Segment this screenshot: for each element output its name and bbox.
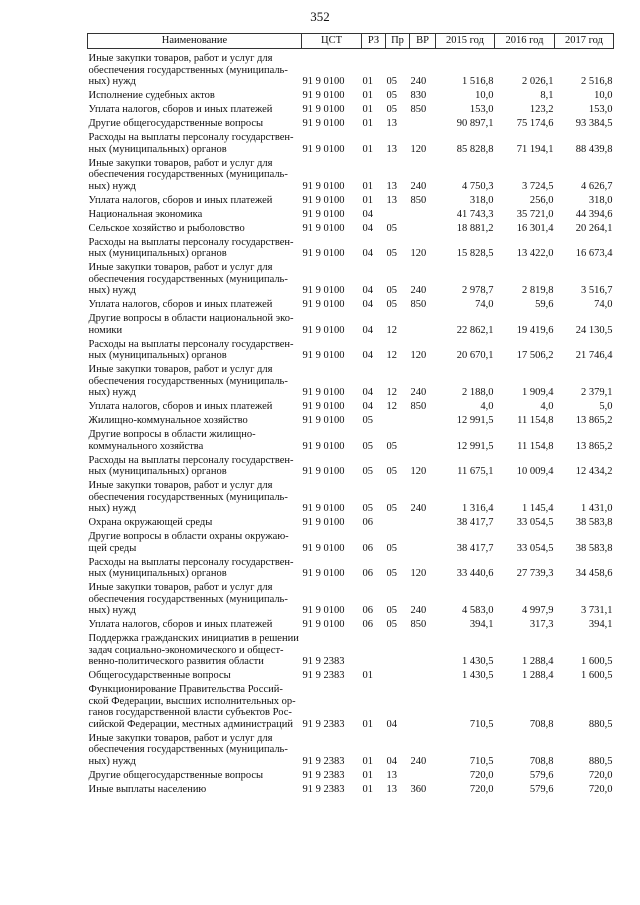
table-row [88, 401, 614, 415]
row-amount-2015: 1 316,4 [462, 503, 494, 514]
row-code: 91 9 0100 [302, 542, 345, 554]
row-vr: 240 [410, 605, 427, 616]
header-2015: 2015 год [436, 34, 495, 49]
table-body [88, 49, 614, 798]
row-vr [410, 684, 436, 733]
row-rz: 01 [362, 104, 373, 115]
row-rz: 01 [362, 118, 373, 129]
row-vr [410, 531, 436, 557]
table-row [88, 517, 614, 531]
row-code: 91 9 0100 [302, 299, 345, 310]
row-vr [410, 429, 436, 455]
row-amount-2017: 1 600,5 [581, 656, 613, 667]
table-row [88, 132, 614, 158]
row-rz: 01 [362, 769, 373, 781]
row-name: Иные закупки товаров, работ и услуг для обеспечения государственных (муниципаль- ных) нужд [88, 582, 288, 616]
row-amount-2016: 59,6 [535, 299, 554, 310]
header-2016: 2016 год [495, 34, 555, 49]
row-amount-2015: 153,0 [469, 104, 494, 115]
row-amount-2015: 41 743,3 [456, 208, 494, 220]
header-code: ЦСТ [302, 34, 362, 49]
row-amount-2015: 2 188,0 [462, 387, 494, 398]
row-rz: 04 [362, 387, 373, 398]
table-row [88, 619, 614, 633]
row-pr: 05 [386, 90, 397, 101]
row-name: Жилищно-коммунальное хозяйство [88, 415, 248, 426]
row-amount-2016: 4,0 [540, 401, 554, 412]
row-vr: 120 [410, 350, 427, 361]
row-amount-2015: 12 991,5 [456, 415, 494, 426]
row-pr: 13 [386, 194, 397, 206]
row-name: Охрана окружающей среды [88, 517, 213, 528]
row-amount-2015: 710,5 [469, 718, 494, 730]
table-row [88, 49, 614, 91]
row-vr: 850 [410, 194, 427, 206]
table-header [88, 34, 614, 49]
row-code: 91 9 2383 [302, 718, 345, 730]
row-amount-2017: 4 626,7 [581, 180, 613, 192]
table-row [88, 480, 614, 517]
row-amount-2017: 13 865,2 [575, 415, 613, 426]
table-row [88, 339, 614, 365]
row-vr: 120 [410, 466, 427, 477]
row-amount-2016: 10 009,4 [516, 466, 554, 477]
row-name: Расходы на выплаты персоналу государствен- ных (муниципальных) органов [88, 556, 294, 579]
row-code: 91 9 0100 [302, 517, 345, 528]
row-amount-2015: 15 828,5 [456, 248, 494, 259]
row-amount-2016: 317,3 [529, 619, 554, 630]
row-code: 91 9 0100 [302, 350, 345, 361]
row-code: 91 9 0100 [302, 248, 345, 259]
row-vr [410, 670, 436, 684]
table-row [88, 531, 614, 557]
row-amount-2016: 11 154,8 [517, 440, 554, 452]
row-amount-2017: 318,0 [588, 194, 613, 206]
row-rz: 06 [362, 605, 373, 616]
row-vr: 240 [410, 503, 427, 514]
row-code: 91 9 0100 [302, 76, 345, 87]
row-pr: 04 [386, 718, 397, 730]
row-vr [410, 223, 436, 237]
row-rz: 05 [362, 503, 373, 514]
row-rz: 04 [362, 324, 373, 336]
row-amount-2015: 38 417,7 [456, 542, 494, 554]
row-amount-2017: 394,1 [588, 619, 613, 630]
row-amount-2017: 880,5 [588, 755, 613, 767]
row-pr: 05 [386, 299, 397, 310]
row-amount-2015: 4,0 [480, 401, 494, 412]
row-amount-2017: 13 865,2 [575, 440, 613, 452]
row-rz: 01 [362, 180, 373, 192]
row-pr [386, 415, 410, 429]
row-pr: 12 [386, 401, 397, 412]
row-amount-2016: 1 288,4 [522, 656, 554, 667]
row-vr: 830 [410, 90, 427, 101]
row-amount-2015: 1 430,5 [462, 656, 494, 667]
row-amount-2016: 1 288,4 [522, 670, 554, 681]
row-rz: 06 [362, 619, 373, 630]
row-code: 91 9 0100 [302, 440, 345, 452]
row-rz [362, 633, 386, 670]
row-amount-2016: 16 301,4 [516, 222, 554, 234]
row-name: Иные закупки товаров, работ и услуг для обеспечения государственных (муниципаль- ных) нужд [88, 480, 288, 514]
row-pr [386, 670, 410, 684]
row-name: Национальная экономика [88, 208, 203, 220]
row-amount-2015: 4 750,3 [462, 180, 494, 192]
row-pr: 05 [386, 542, 397, 554]
header-rz: РЗ [362, 34, 386, 49]
row-code: 91 9 2383 [302, 769, 345, 781]
row-amount-2016: 4 997,9 [522, 605, 554, 616]
row-pr [386, 209, 410, 223]
row-amount-2016: 256,0 [529, 194, 554, 206]
row-pr: 12 [386, 350, 397, 361]
table-row [88, 118, 614, 132]
table-row [88, 262, 614, 299]
table-row [88, 195, 614, 209]
row-amount-2017: 34 458,6 [575, 568, 613, 579]
row-rz: 06 [362, 568, 373, 579]
budget-table [87, 33, 614, 798]
table-row [88, 784, 614, 798]
row-rz: 01 [362, 755, 373, 767]
row-name: Иные закупки товаров, работ и услуг для обеспечения государственных (муниципаль- ных) нужд [88, 157, 288, 192]
row-amount-2017: 20 264,1 [575, 222, 613, 234]
table-row [88, 633, 614, 670]
row-amount-2017: 38 583,8 [575, 517, 613, 528]
table-row [88, 364, 614, 401]
row-pr: 13 [386, 783, 397, 795]
row-amount-2015: 2 978,7 [462, 285, 494, 296]
row-rz: 01 [362, 783, 373, 795]
table-row [88, 733, 614, 770]
row-rz: 01 [362, 76, 373, 87]
row-amount-2017: 93 384,5 [575, 118, 613, 129]
row-name: Иные закупки товаров, работ и услуг для обеспечения государственных (муниципаль- ных) нужд [88, 53, 288, 87]
row-pr: 13 [386, 769, 397, 781]
row-amount-2015: 22 862,1 [456, 324, 494, 336]
row-code: 91 9 0100 [302, 222, 345, 234]
row-name: Другие общегосударственные вопросы [88, 118, 264, 129]
row-amount-2016: 2 819,8 [522, 285, 554, 296]
row-rz: 04 [362, 208, 373, 220]
row-amount-2017: 12 434,2 [575, 466, 613, 477]
row-amount-2017: 38 583,8 [575, 542, 613, 554]
row-amount-2016: 1 145,4 [522, 503, 554, 514]
row-name: Расходы на выплаты персоналу государствен- ных (муниципальных) органов [88, 338, 294, 361]
row-code: 91 9 2383 [302, 670, 345, 681]
row-amount-2017: 3 731,1 [581, 605, 613, 616]
row-name: Функционирование Правительства Россий- ской Федерации, высших исполнительных ор- ганов государственной власти субъектов Рос- сийской Федерации, местных администраций [88, 684, 296, 730]
row-code: 91 9 0100 [302, 503, 345, 514]
row-name: Уплата налогов, сборов и иных платежей [88, 104, 273, 115]
row-amount-2016: 579,6 [529, 769, 554, 781]
row-code: 91 9 0100 [302, 324, 345, 336]
row-pr: 04 [386, 755, 397, 767]
row-pr: 05 [386, 619, 397, 630]
row-amount-2017: 21 746,4 [575, 350, 613, 361]
row-amount-2017: 153,0 [588, 104, 613, 115]
row-amount-2016: 13 422,0 [516, 248, 554, 259]
row-amount-2016: 75 174,6 [516, 118, 554, 129]
header-name: Наименование [88, 34, 302, 49]
row-amount-2016: 11 154,8 [517, 415, 554, 426]
header-2017: 2017 год [555, 34, 614, 49]
row-amount-2015: 720,0 [469, 783, 494, 795]
row-vr: 120 [410, 568, 427, 579]
row-rz: 06 [362, 542, 373, 554]
row-code: 91 9 2383 [302, 755, 345, 767]
row-code: 91 9 0100 [302, 90, 345, 101]
row-name: Иные закупки товаров, работ и услуг для обеспечения государственных (муниципаль- ных) нужд [88, 364, 288, 398]
row-amount-2017: 1 431,0 [581, 503, 613, 514]
row-code: 91 9 0100 [302, 194, 345, 206]
row-amount-2015: 10,0 [475, 90, 494, 101]
row-code: 91 9 2383 [302, 656, 345, 667]
table-row [88, 313, 614, 339]
row-amount-2015: 90 897,1 [456, 118, 494, 129]
row-rz: 04 [362, 285, 373, 296]
row-vr: 850 [410, 299, 427, 310]
row-amount-2017: 1 600,5 [581, 670, 613, 681]
row-name: Другие общегосударственные вопросы [88, 769, 264, 781]
row-amount-2017: 2 379,1 [581, 387, 613, 398]
row-amount-2016: 708,8 [529, 718, 554, 730]
row-vr: 850 [410, 401, 427, 412]
row-amount-2015: 710,5 [469, 755, 494, 767]
row-amount-2015: 4 583,0 [462, 605, 494, 616]
row-name: Другие вопросы в области национальной эко- номики [88, 313, 294, 336]
table-row [88, 455, 614, 481]
row-code: 91 9 2383 [302, 783, 345, 795]
table-row [88, 684, 614, 733]
row-amount-2016: 33 054,5 [516, 542, 554, 554]
row-code: 91 9 0100 [302, 208, 345, 220]
row-name: Уплата налогов, сборов и иных платежей [88, 401, 273, 412]
row-amount-2017: 720,0 [588, 783, 613, 795]
table-row [88, 209, 614, 223]
row-amount-2015: 85 828,8 [456, 143, 494, 155]
row-pr: 05 [386, 285, 397, 296]
row-code: 91 9 0100 [302, 104, 345, 115]
row-name: Общегосударственные вопросы [88, 670, 231, 681]
row-rz: 01 [362, 90, 373, 101]
header-vr: ВР [410, 34, 436, 49]
row-rz: 04 [362, 248, 373, 259]
row-amount-2017: 3 516,7 [581, 285, 613, 296]
row-pr: 05 [386, 440, 397, 452]
row-amount-2017: 16 673,4 [575, 248, 613, 259]
row-vr: 850 [410, 104, 427, 115]
row-amount-2016: 123,2 [529, 104, 554, 115]
row-vr [410, 313, 436, 339]
row-vr [410, 118, 436, 132]
row-amount-2015: 318,0 [469, 194, 494, 206]
row-pr: 05 [386, 76, 397, 87]
row-code: 91 9 0100 [302, 466, 345, 477]
row-amount-2015: 394,1 [469, 619, 494, 630]
row-name: Сельское хозяйство и рыболовство [88, 222, 245, 234]
row-rz: 01 [362, 194, 373, 206]
row-code: 91 9 0100 [302, 285, 345, 296]
table-row [88, 770, 614, 784]
row-amount-2016: 2 026,1 [522, 76, 554, 87]
row-name: Уплата налогов, сборов и иных платежей [88, 619, 273, 630]
row-rz: 04 [362, 299, 373, 310]
row-rz: 04 [362, 401, 373, 412]
table-row [88, 415, 614, 429]
row-code: 91 9 0100 [302, 387, 345, 398]
row-amount-2015: 74,0 [475, 299, 494, 310]
row-amount-2016: 8,1 [540, 90, 554, 101]
row-code: 91 9 0100 [302, 619, 345, 630]
table-row [88, 582, 614, 619]
row-name: Другие вопросы в области охраны окружаю- щей среды [88, 531, 289, 554]
row-vr: 360 [410, 783, 427, 795]
row-amount-2015: 11 675,1 [457, 466, 494, 477]
row-code: 91 9 0100 [302, 415, 345, 426]
row-pr: 13 [386, 143, 397, 155]
row-amount-2016: 3 724,5 [522, 180, 554, 192]
row-amount-2017: 88 439,8 [575, 143, 613, 155]
row-amount-2017: 44 394,6 [575, 208, 613, 220]
table-row [88, 104, 614, 118]
row-vr: 120 [410, 143, 427, 155]
row-amount-2016: 579,6 [529, 783, 554, 795]
row-vr: 240 [410, 387, 427, 398]
row-rz: 01 [362, 718, 373, 730]
row-name: Расходы на выплаты персоналу государствен- ных (муниципальных) органов [88, 236, 294, 259]
row-rz: 01 [362, 670, 373, 681]
row-rz: 04 [362, 350, 373, 361]
row-amount-2015: 720,0 [469, 769, 494, 781]
row-pr [386, 517, 410, 531]
row-amount-2016: 33 054,5 [516, 517, 554, 528]
row-amount-2017: 24 130,5 [575, 324, 613, 336]
row-rz: 05 [362, 440, 373, 452]
table-row [88, 557, 614, 583]
row-amount-2015: 12 991,5 [456, 440, 494, 452]
row-name: Иные закупки товаров, работ и услуг для обеспечения государственных (муниципаль- ных) нужд [88, 262, 288, 296]
row-amount-2015: 18 881,2 [456, 222, 494, 234]
row-amount-2015: 20 670,1 [456, 350, 494, 361]
row-amount-2016: 17 506,2 [516, 350, 554, 361]
row-vr [410, 770, 436, 784]
row-pr: 05 [386, 466, 397, 477]
row-amount-2017: 880,5 [588, 718, 613, 730]
row-vr [410, 209, 436, 223]
table-row [88, 90, 614, 104]
table-row [88, 429, 614, 455]
row-name: Уплата налогов, сборов и иных платежей [88, 299, 273, 310]
table-row [88, 237, 614, 263]
row-rz: 06 [362, 517, 373, 528]
row-amount-2017: 2 516,8 [581, 76, 613, 87]
row-amount-2017: 74,0 [594, 299, 613, 310]
row-pr: 13 [386, 118, 397, 129]
row-pr: 05 [386, 605, 397, 616]
row-vr: 240 [410, 755, 427, 767]
row-name: Иные закупки товаров, работ и услуг для обеспечения государственных (муниципаль- ных) нужд [88, 732, 288, 767]
row-vr: 240 [410, 180, 427, 192]
row-name: Поддержка гражданских инициатив в решении задач социально-экономического и общест- венно-политического развития области [88, 633, 299, 667]
row-pr: 05 [386, 248, 397, 259]
row-code: 91 9 0100 [302, 605, 345, 616]
row-name: Другие вопросы в области жилищно- коммунального хозяйства [88, 429, 256, 452]
row-code: 91 9 0100 [302, 118, 345, 129]
row-pr: 05 [386, 503, 397, 514]
row-amount-2015: 33 440,6 [456, 568, 494, 579]
row-pr: 12 [386, 387, 397, 398]
row-name: Иные выплаты населению [88, 783, 207, 795]
row-vr: 120 [410, 248, 427, 259]
row-vr: 850 [410, 619, 427, 630]
page-number: 352 [310, 9, 330, 24]
row-vr [410, 517, 436, 531]
row-vr: 240 [410, 76, 427, 87]
row-amount-2017: 720,0 [588, 769, 613, 781]
row-amount-2015: 1 430,5 [462, 670, 494, 681]
row-pr: 05 [386, 568, 397, 579]
row-rz: 05 [362, 415, 373, 426]
table-row [88, 299, 614, 313]
row-rz: 04 [362, 222, 373, 234]
row-vr [410, 633, 436, 670]
row-pr: 05 [386, 104, 397, 115]
header-row [88, 34, 614, 49]
row-rz: 01 [362, 143, 373, 155]
row-code: 91 9 0100 [302, 180, 345, 192]
row-amount-2016: 35 721,0 [516, 208, 554, 220]
row-pr: 05 [386, 222, 397, 234]
row-pr [386, 633, 410, 670]
row-amount-2015: 1 516,8 [462, 76, 494, 87]
row-amount-2016: 19 419,6 [516, 324, 554, 336]
row-name: Расходы на выплаты персоналу государствен- ных (муниципальных) органов [88, 132, 294, 155]
row-amount-2016: 71 194,1 [516, 143, 554, 155]
header-pr: Пр [386, 34, 410, 49]
row-amount-2016: 1 909,4 [522, 387, 554, 398]
row-vr: 240 [410, 285, 427, 296]
table-row [88, 158, 614, 195]
row-pr: 12 [386, 324, 397, 336]
table-row [88, 223, 614, 237]
row-amount-2017: 5,0 [599, 401, 613, 412]
row-code: 91 9 0100 [302, 143, 345, 155]
row-name: Уплата налогов, сборов и иных платежей [88, 194, 273, 206]
row-name: Расходы на выплаты персоналу государствен- ных (муниципальных) органов [88, 454, 294, 477]
row-rz: 05 [362, 466, 373, 477]
row-amount-2016: 27 739,3 [516, 568, 554, 579]
row-pr: 13 [386, 180, 397, 192]
row-amount-2016: 708,8 [529, 755, 554, 767]
row-amount-2017: 10,0 [594, 90, 613, 101]
row-name: Исполнение судебных актов [88, 90, 215, 101]
row-code: 91 9 0100 [302, 401, 345, 412]
row-code: 91 9 0100 [302, 568, 345, 579]
row-vr [410, 415, 436, 429]
row-amount-2015: 38 417,7 [456, 517, 494, 528]
table-row [88, 670, 614, 684]
